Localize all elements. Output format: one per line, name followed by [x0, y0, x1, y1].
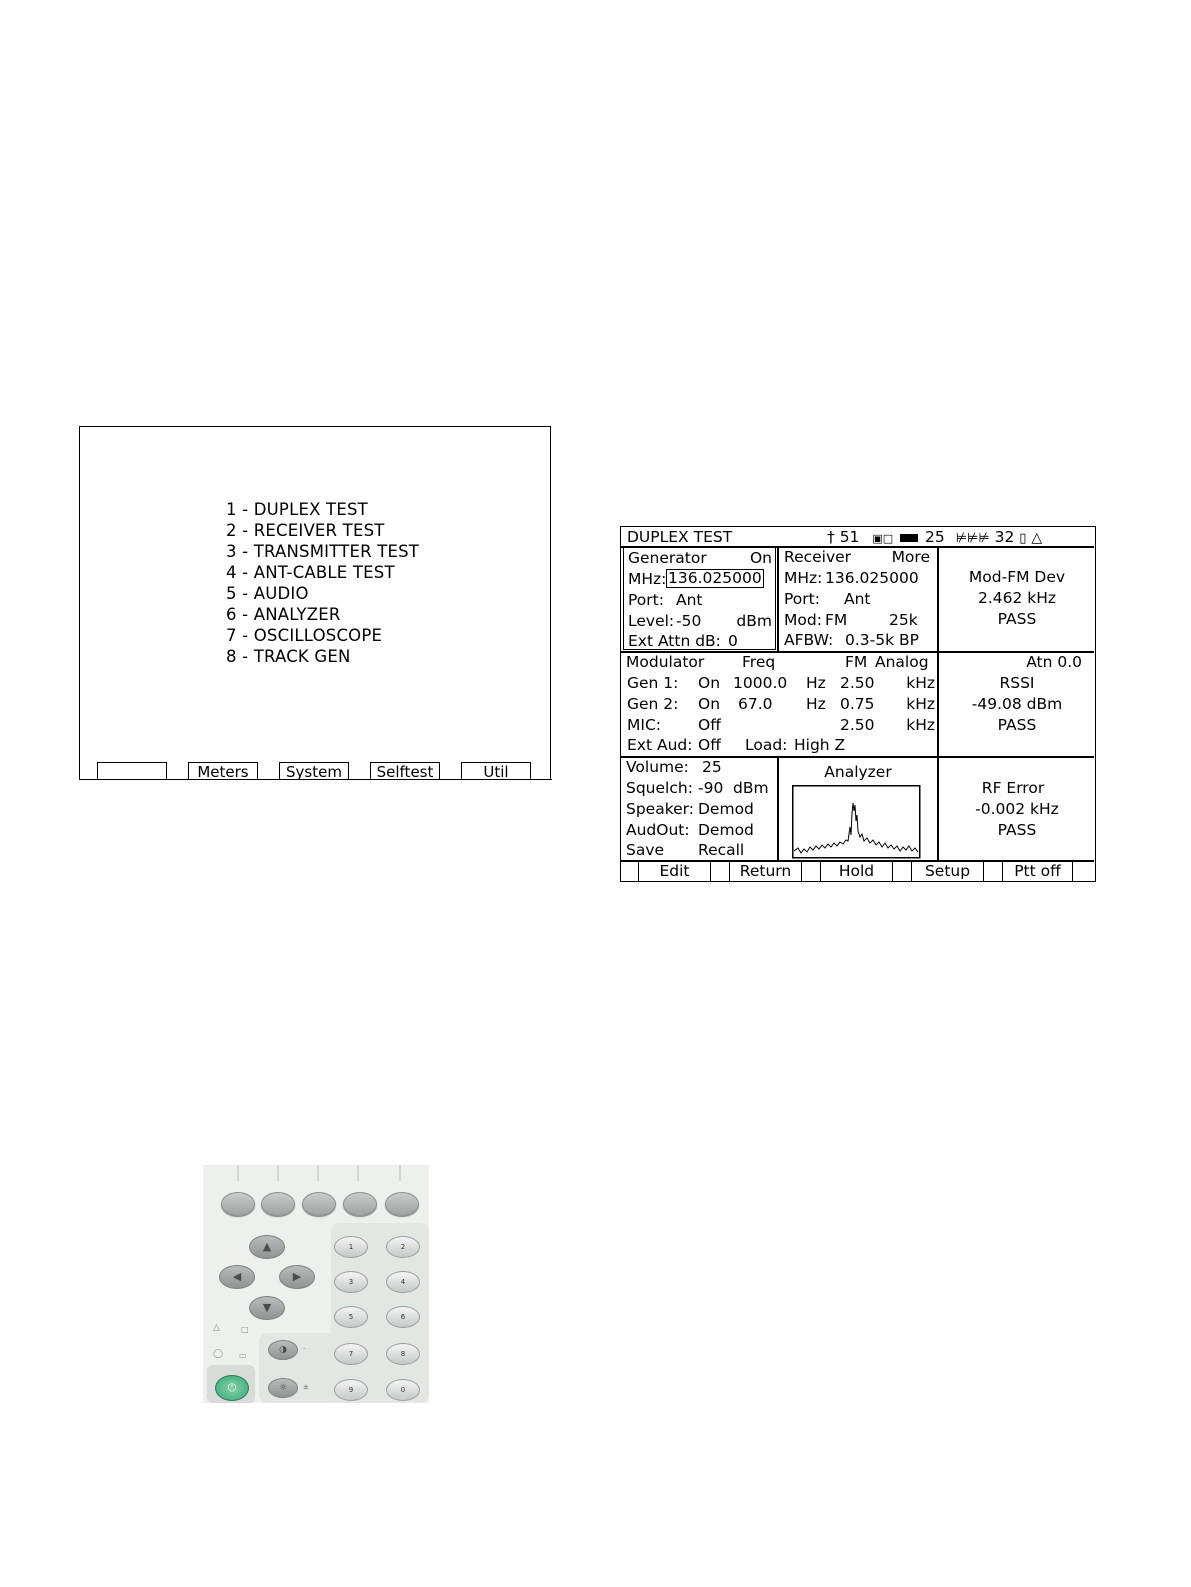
rf-error-value: -0.002 kHz [975, 800, 1059, 818]
hard-softkey-2[interactable] [261, 1192, 295, 1216]
menu-item-ant-cable-test[interactable]: 4 - ANT-CABLE TEST [226, 563, 395, 582]
mod-fm-dev-result: PASS [997, 610, 1037, 628]
gen1-deviation-unit: kHz [906, 674, 935, 692]
key-5[interactable]: 5 [334, 1306, 368, 1328]
receiver-mod-value[interactable]: FM [825, 611, 848, 629]
attenuation-value: Atn 0.0 [1026, 653, 1082, 671]
main-menu-list [226, 499, 419, 667]
arrow-down-button[interactable]: ▼ [249, 1296, 285, 1320]
receiver-afbw-label: AFBW: [784, 631, 834, 649]
rssi-result: PASS [997, 716, 1037, 734]
receiver-header: Receiver [784, 548, 852, 566]
modulator-panel[interactable] [621, 652, 937, 756]
alert-icon: △ [213, 1323, 220, 1333]
softkey-return[interactable]: Return [729, 861, 802, 881]
count-value: 32 [994, 528, 1015, 546]
gen2-deviation-unit: kHz [906, 695, 935, 713]
menu-item-duplex-test[interactable]: 1 - DUPLEX TEST [226, 500, 368, 519]
audout-label: AudOut: [626, 821, 690, 839]
key-8[interactable]: 8 [386, 1343, 420, 1365]
recall-button[interactable]: Recall [698, 841, 745, 859]
audout-value[interactable]: Demod [698, 821, 754, 839]
softkey-pointer [399, 1165, 401, 1181]
keypad-photo [203, 1165, 429, 1403]
load-value[interactable]: High Z [794, 736, 846, 754]
softkey-selftest[interactable]: Selftest [370, 762, 440, 780]
generator-mhz-label: MHz: [628, 570, 667, 588]
modulator-header: Modulator [626, 653, 705, 671]
spectrum-trace [792, 785, 922, 859]
mic-deviation[interactable]: 2.50 [840, 716, 875, 734]
analyzer-title: Analyzer [824, 763, 892, 781]
mic-state[interactable]: Off [698, 716, 721, 734]
gen2-label: Gen 2: [627, 695, 679, 713]
softkey-setup[interactable]: Setup [911, 861, 984, 881]
softkey-pointer [277, 1165, 279, 1181]
signal-value: 51 [839, 528, 860, 546]
arrow-up-button[interactable]: ▲ [249, 1235, 285, 1259]
antenna-icon: † [827, 528, 835, 546]
softkey-pointer [317, 1165, 319, 1181]
hard-softkey-4[interactable] [343, 1192, 377, 1216]
hard-softkey-5[interactable] [385, 1192, 419, 1216]
main-menu-screen [79, 426, 551, 780]
key-2[interactable]: 2 [386, 1236, 420, 1258]
squelch-value[interactable]: -90 [698, 779, 724, 797]
receiver-mod-bw[interactable]: 25k [889, 611, 918, 629]
generator-panel[interactable] [623, 547, 776, 650]
softkey-hold[interactable]: Hold [820, 861, 893, 881]
menu-softkey-bar [97, 762, 537, 780]
softkey-ptt-off[interactable]: Ptt off [1002, 861, 1073, 881]
menu-item-transmitter-test[interactable]: 3 - TRANSMITTER TEST [226, 542, 420, 561]
receiver-mhz-label: MHz: [784, 569, 823, 587]
lock-icon: ◯ [213, 1349, 224, 1359]
receiver-panel[interactable] [779, 547, 937, 651]
generator-header: Generator [628, 549, 707, 567]
mod-fm-dev-title: Mod-FM Dev [968, 568, 1066, 586]
mic-deviation-unit: kHz [906, 716, 935, 734]
level-value: 25 [925, 528, 945, 546]
receiver-mod-label: Mod: [784, 611, 822, 629]
mod-fm-dev-value: 2.462 kHz [977, 589, 1057, 607]
battery-icon: ▭ [239, 1351, 247, 1360]
squelch-unit: dBm [733, 779, 769, 797]
gen1-state[interactable]: On [698, 674, 721, 692]
modulator-analog-label[interactable]: Analog [875, 653, 929, 671]
gen2-state[interactable]: On [698, 695, 721, 713]
hard-softkey-3[interactable] [302, 1192, 336, 1216]
arrow-right-button[interactable]: ▶ [279, 1265, 315, 1289]
menu-item-oscilloscope[interactable]: 7 - OSCILLOSCOPE [226, 626, 383, 645]
generator-port-value[interactable]: Ant [676, 591, 703, 609]
volume-label: Volume: [626, 758, 689, 776]
receiver-afbw-value[interactable]: 0.3-5k BP [845, 631, 919, 649]
generator-level-label: Level: [628, 612, 675, 630]
mod-fm-dev-meter [939, 567, 1095, 630]
ext-aud-label: Ext Aud: [627, 736, 693, 754]
key-6[interactable]: 6 [386, 1306, 420, 1328]
modulator-freq-label: Freq [742, 653, 776, 671]
mic-label: MIC: [627, 716, 661, 734]
hard-softkey-1[interactable] [221, 1192, 255, 1216]
key-1[interactable]: 1 [334, 1236, 368, 1258]
volume-value[interactable]: 25 [702, 758, 722, 776]
gen1-frequency-unit: Hz [806, 674, 826, 692]
menu-item-track-gen[interactable]: 8 - TRACK GEN [226, 647, 351, 666]
contrast-button[interactable]: ◑ [268, 1340, 298, 1360]
ext-aud-state[interactable]: Off [698, 736, 721, 754]
receiver-frequency-value[interactable]: 136.025000 [825, 569, 919, 587]
screen-title: DUPLEX TEST [627, 528, 733, 546]
rssi-meter [939, 652, 1095, 736]
rf-error-title: RF Error [981, 779, 1045, 797]
power-button[interactable]: ⏻ [215, 1375, 249, 1401]
analyzer-panel[interactable] [779, 757, 937, 860]
save-button[interactable]: Save [626, 841, 665, 859]
softkey-meters[interactable]: Meters [188, 762, 258, 780]
speaker-label: Speaker: [626, 800, 694, 818]
receiver-more[interactable]: More [891, 548, 930, 566]
key-3[interactable]: 3 [334, 1271, 368, 1293]
brightness-button[interactable]: ☼ [268, 1378, 298, 1398]
generator-level-value[interactable]: -50 [676, 612, 702, 630]
generator-level-unit: dBm [736, 612, 772, 630]
gen1-frequency[interactable]: 1000.0 [733, 674, 788, 692]
menu-item-audio[interactable]: 5 - AUDIO [226, 584, 309, 603]
connector-icon: ▣□ [872, 532, 894, 545]
menu-item-analyzer[interactable]: 6 - ANALYZER [226, 605, 341, 624]
gen2-deviation[interactable]: 0.75 [840, 695, 875, 713]
rssi-title: RSSI [999, 674, 1035, 692]
generator-ext-attn-value[interactable]: 0 [728, 632, 738, 650]
load-label: Load: [745, 736, 788, 754]
square-icon: □ [241, 1325, 249, 1334]
menu-item-receiver-test[interactable]: 2 - RECEIVER TEST [226, 521, 385, 540]
softkey-edit[interactable]: Edit [638, 861, 711, 881]
arrow-left-button[interactable]: ◀ [219, 1265, 255, 1289]
softkey-pointer [237, 1165, 239, 1181]
dot-symbol: · [303, 1345, 306, 1353]
squelch-label: Squelch: [626, 779, 693, 797]
key-7[interactable]: 7 [334, 1343, 368, 1365]
generator-port-label: Port: [628, 591, 664, 609]
generator-frequency-input[interactable]: 136.025000 [668, 569, 762, 587]
gen1-deviation[interactable]: 2.50 [840, 674, 875, 692]
generator-state[interactable]: On [749, 549, 772, 567]
receiver-port-value[interactable]: Ant [844, 590, 871, 608]
plus-minus-symbol: ± [303, 1383, 309, 1391]
battery-icon [900, 534, 918, 542]
key-4[interactable]: 4 [386, 1271, 420, 1293]
audio-panel[interactable] [621, 757, 777, 861]
warning-icon: △ [1031, 530, 1043, 546]
key-9[interactable]: 9 [334, 1379, 368, 1401]
gen2-frequency-unit: Hz [806, 695, 826, 713]
memory-icon: ▯ [1019, 531, 1027, 546]
rssi-value: -49.08 dBm [971, 695, 1063, 713]
key-0[interactable]: 0 [386, 1379, 420, 1401]
rf-error-result: PASS [997, 821, 1037, 839]
rf-error-meter [939, 778, 1095, 841]
generator-ext-attn-label: Ext Attn dB: [628, 632, 721, 650]
softkey-system[interactable]: System [279, 762, 349, 780]
gen1-label: Gen 1: [627, 674, 679, 692]
speaker-value[interactable]: Demod [698, 800, 754, 818]
modulator-fm-label: FM [845, 653, 868, 671]
spectrum-frame [793, 786, 920, 858]
duplex-test-screen [620, 526, 1096, 882]
gen2-frequency[interactable]: 67.0 [738, 695, 773, 713]
softkey-blank[interactable] [97, 762, 167, 780]
softkey-util[interactable]: Util [461, 762, 531, 780]
softkey-pointer [357, 1165, 359, 1181]
receiver-port-label: Port: [784, 590, 820, 608]
upload-icons: ⊭⊭⊭ [955, 531, 990, 546]
